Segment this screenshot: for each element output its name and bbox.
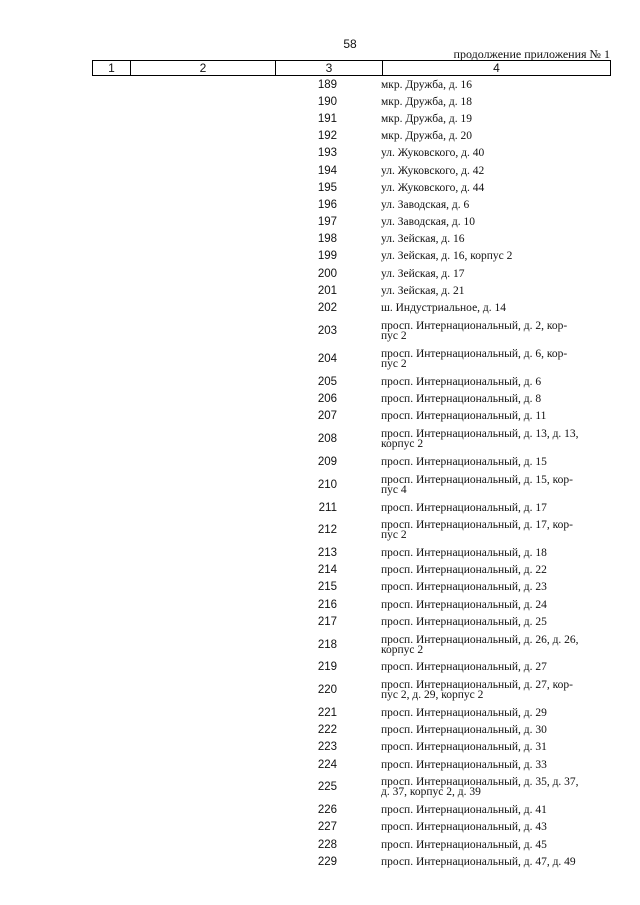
row-address: просп. Интернациональный, д. 15, кор- пус 4 [381, 473, 573, 496]
table-row [0, 265, 640, 282]
table-row [0, 516, 640, 544]
table-row [0, 93, 640, 110]
row-address: просп. Интернациональный, д. 27, кор- пус 2, д. 29, корпус 2 [381, 679, 573, 702]
row-address: просп. Интернациональный, д. 8 [381, 393, 542, 406]
row-number: 191 [317, 112, 337, 125]
row-address: ул. Жуковского, д. 42 [381, 164, 485, 177]
row-number: 212 [317, 524, 337, 537]
table-row [0, 299, 640, 316]
table-row [0, 596, 640, 613]
row-number: 202 [317, 302, 337, 315]
row-number: 200 [317, 267, 337, 280]
row-number: 218 [317, 638, 337, 651]
row-address: мкр. Дружба, д. 16 [381, 78, 473, 91]
table-row [0, 630, 640, 658]
table-row [0, 391, 640, 408]
table-row [0, 659, 640, 676]
table-row [0, 282, 640, 299]
row-address: ул. Заводская, д. 10 [381, 216, 475, 229]
row-address: просп. Интернациональный, д. 22 [381, 564, 547, 577]
row-address: просп. Интернациональный, д. 41 [381, 804, 547, 817]
row-address: мкр. Дружба, д. 20 [381, 130, 473, 143]
row-number: 227 [317, 821, 337, 834]
row-address: просп. Интернациональный, д. 25 [381, 615, 547, 628]
row-number: 189 [317, 78, 337, 91]
row-number: 206 [317, 393, 337, 406]
row-number: 219 [317, 661, 337, 674]
row-number: 197 [317, 216, 337, 229]
row-number: 216 [317, 598, 337, 611]
column-number-header [92, 60, 611, 76]
row-address: просп. Интернациональный, д. 47, д. 49 [381, 855, 576, 868]
table-row [0, 196, 640, 213]
row-address: просп. Интернациональный, д. 11 [381, 410, 547, 423]
row-address: мкр. Дружба, д. 19 [381, 112, 473, 125]
row-address: ул. Жуковского, д. 40 [381, 147, 485, 160]
row-address: просп. Интернациональный, д. 6 [381, 376, 542, 388]
table-row [0, 471, 640, 499]
table-row [0, 128, 640, 145]
table-row [0, 819, 640, 836]
row-address: просп. Интернациональный, д. 27 [381, 661, 547, 674]
row-address: просп. Интернациональный, д. 35, д. 37, д. 37, корпус 2, д. 39 [381, 776, 579, 799]
row-number: 222 [317, 724, 337, 737]
row-number: 220 [317, 684, 337, 697]
address-list [0, 76, 640, 870]
row-number: 190 [317, 95, 337, 108]
table-row [0, 722, 640, 739]
row-number: 224 [317, 758, 337, 771]
row-number: 214 [317, 564, 337, 577]
table-row [0, 145, 640, 162]
table-row [0, 676, 640, 704]
table-row [0, 453, 640, 470]
row-number: 226 [317, 804, 337, 817]
row-number: 203 [317, 324, 337, 337]
row-address: ул. Зейская, д. 16 [381, 233, 465, 246]
row-address: просп. Интернациональный, д. 31 [381, 741, 547, 754]
column-header-1: 1 [93, 61, 131, 76]
table-row [0, 562, 640, 579]
table-row [0, 162, 640, 179]
row-number: 225 [317, 781, 337, 794]
row-address: просп. Интернациональный, д. 15 [381, 455, 547, 468]
row-address: ул. Жуковского, д. 44 [381, 181, 485, 194]
row-address: просп. Интернациональный, д. 24 [381, 598, 547, 611]
table-row [0, 545, 640, 562]
table-row [0, 317, 640, 345]
table-row [0, 853, 640, 870]
row-number: 228 [317, 838, 337, 851]
row-number: 217 [317, 615, 337, 628]
row-number: 208 [317, 433, 337, 446]
row-address: ул. Заводская, д. 6 [381, 198, 470, 211]
table-row [0, 802, 640, 819]
column-header-3: 3 [276, 61, 383, 76]
row-address: просп. Интернациональный, д. 18 [381, 547, 547, 560]
table-row [0, 613, 640, 630]
row-address: просп. Интернациональный, д. 33 [381, 758, 547, 771]
table-row [0, 704, 640, 721]
table-row [0, 579, 640, 596]
table-row [0, 76, 640, 93]
row-address: ул. Зейская, д. 16, корпус 2 [381, 250, 513, 263]
page-number: 58 [343, 37, 357, 51]
row-number: 194 [317, 164, 337, 177]
row-number: 213 [317, 547, 337, 560]
row-number: 221 [317, 707, 337, 720]
row-number: 223 [317, 741, 337, 754]
table-row [0, 773, 640, 801]
row-address: просп. Интернациональный, д. 2, кор- пус 2 [381, 319, 568, 342]
row-number: 210 [317, 478, 337, 491]
column-header-4: 4 [383, 61, 611, 76]
table-row [0, 739, 640, 756]
row-number: 229 [317, 855, 337, 868]
table-row [0, 345, 640, 373]
row-number: 198 [317, 233, 337, 246]
row-address: просп. Интернациональный, д. 29 [381, 707, 547, 720]
row-number: 205 [317, 376, 337, 388]
table-row [0, 408, 640, 425]
row-address: просп. Интернациональный, д. 13, д. 13, корпус 2 [381, 428, 579, 451]
row-address: ш. Индустриальное, д. 14 [381, 302, 507, 315]
row-address: просп. Интернациональный, д. 17 [381, 501, 547, 514]
row-number: 195 [317, 181, 337, 194]
row-address: просп. Интернациональный, д. 43 [381, 821, 547, 834]
row-number: 215 [317, 581, 337, 594]
continuation-note: продолжение приложения № 1 [453, 47, 610, 61]
row-number: 204 [317, 353, 337, 366]
table-row [0, 248, 640, 265]
table-row [0, 110, 640, 127]
table-row [0, 231, 640, 248]
row-address: просп. Интернациональный, д. 23 [381, 581, 547, 594]
row-number: 199 [317, 250, 337, 263]
row-address: просп. Интернациональный, д. 30 [381, 724, 547, 737]
row-number: 192 [317, 130, 337, 143]
row-number: 207 [317, 410, 337, 423]
table-row [0, 499, 640, 516]
table-row [0, 756, 640, 773]
table-row [0, 425, 640, 453]
row-address: ул. Зейская, д. 21 [381, 284, 465, 297]
table-row [0, 836, 640, 853]
row-address: просп. Интернациональный, д. 6, кор- пус 2 [381, 348, 568, 371]
row-number: 201 [317, 284, 337, 297]
row-address: просп. Интернациональный, д. 26, д. 26, корпус 2 [381, 633, 579, 656]
row-number: 209 [317, 455, 337, 468]
column-header-2: 2 [131, 61, 276, 76]
row-address: ул. Зейская, д. 17 [381, 267, 465, 280]
row-address: мкр. Дружба, д. 18 [381, 95, 473, 108]
row-address: просп. Интернациональный, д. 17, кор- пус 2 [381, 519, 573, 542]
table-row [0, 373, 640, 390]
row-address: просп. Интернациональный, д. 45 [381, 838, 547, 851]
table-row [0, 179, 640, 196]
row-number: 193 [317, 147, 337, 160]
row-number: 211 [318, 501, 337, 514]
table-row [0, 214, 640, 231]
row-number: 196 [317, 198, 337, 211]
